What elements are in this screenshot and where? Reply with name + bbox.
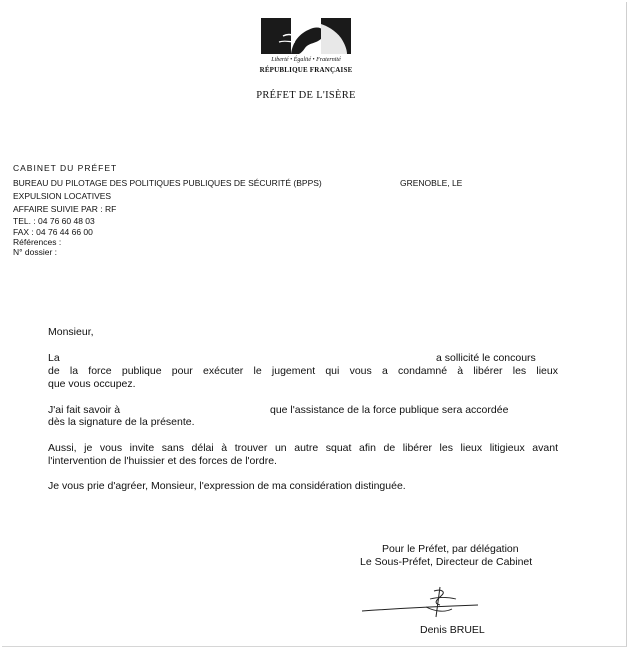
- paragraph-1-mid: a sollicité le concours: [436, 352, 536, 364]
- signature-delegation: Pour le Préfet, par délégation: [382, 543, 519, 555]
- paragraph-1-line-3: que vous occupez.: [48, 378, 136, 390]
- marianne-logo: [261, 18, 351, 54]
- salutation: Monsieur,: [48, 326, 94, 338]
- affaire-label: AFFAIRE SUIVIE PAR : RF: [13, 204, 117, 214]
- handwritten-signature: [360, 585, 480, 619]
- paragraph-3-line-1: Aussi, je vous invite sans délai à trouver un autre squat afin de libérer les lieux litigieux avant: [48, 442, 558, 454]
- place-date: GRENOBLE, LE: [400, 178, 463, 188]
- signatory-name: Denis BRUEL: [420, 624, 485, 636]
- closing-formula: Je vous prie d'agréer, Monsieur, l'expression de ma considération distinguée.: [48, 480, 406, 492]
- paragraph-3-line-2: l'intervention de l'huissier et des forces de l'ordre.: [48, 455, 277, 467]
- dossier-label: N° dossier :: [13, 247, 58, 257]
- paragraph-1-line-2: de la force publique pour exécuter le jugement qui vous a condamné à libérer les lieux: [48, 365, 558, 377]
- tel-number: TEL. : 04 76 60 48 03: [13, 216, 95, 226]
- signature-title: Le Sous-Préfet, Directeur de Cabinet: [360, 556, 533, 568]
- marianne-emblem-icon: [261, 18, 351, 54]
- bureau-label: BUREAU DU PILOTAGE DES POLITIQUES PUBLIQUES DE SÉCURITÉ (BPPS): [13, 178, 322, 188]
- paragraph-2-start: J'ai fait savoir à: [48, 404, 121, 416]
- service-label: EXPULSION LOCATIVES: [13, 191, 112, 201]
- fax-number: FAX : 04 76 44 66 00: [13, 227, 93, 237]
- references-label: Références :: [13, 237, 62, 247]
- cabinet-label: CABINET DU PRÉFET: [13, 163, 118, 173]
- republic-motto: Liberté • Égalité • Fraternité: [271, 57, 341, 63]
- paragraph-2-line-2: dès la signature de la présente.: [48, 416, 195, 428]
- republique-francaise-label: RÉPUBLIQUE FRANÇAISE: [259, 66, 353, 74]
- paragraph-1-start: La: [48, 352, 60, 364]
- prefet-title: PRÉFET DE L'ISÈRE: [256, 90, 356, 101]
- paragraph-2-mid: que l'assistance de la force publique sera accordée: [270, 404, 509, 416]
